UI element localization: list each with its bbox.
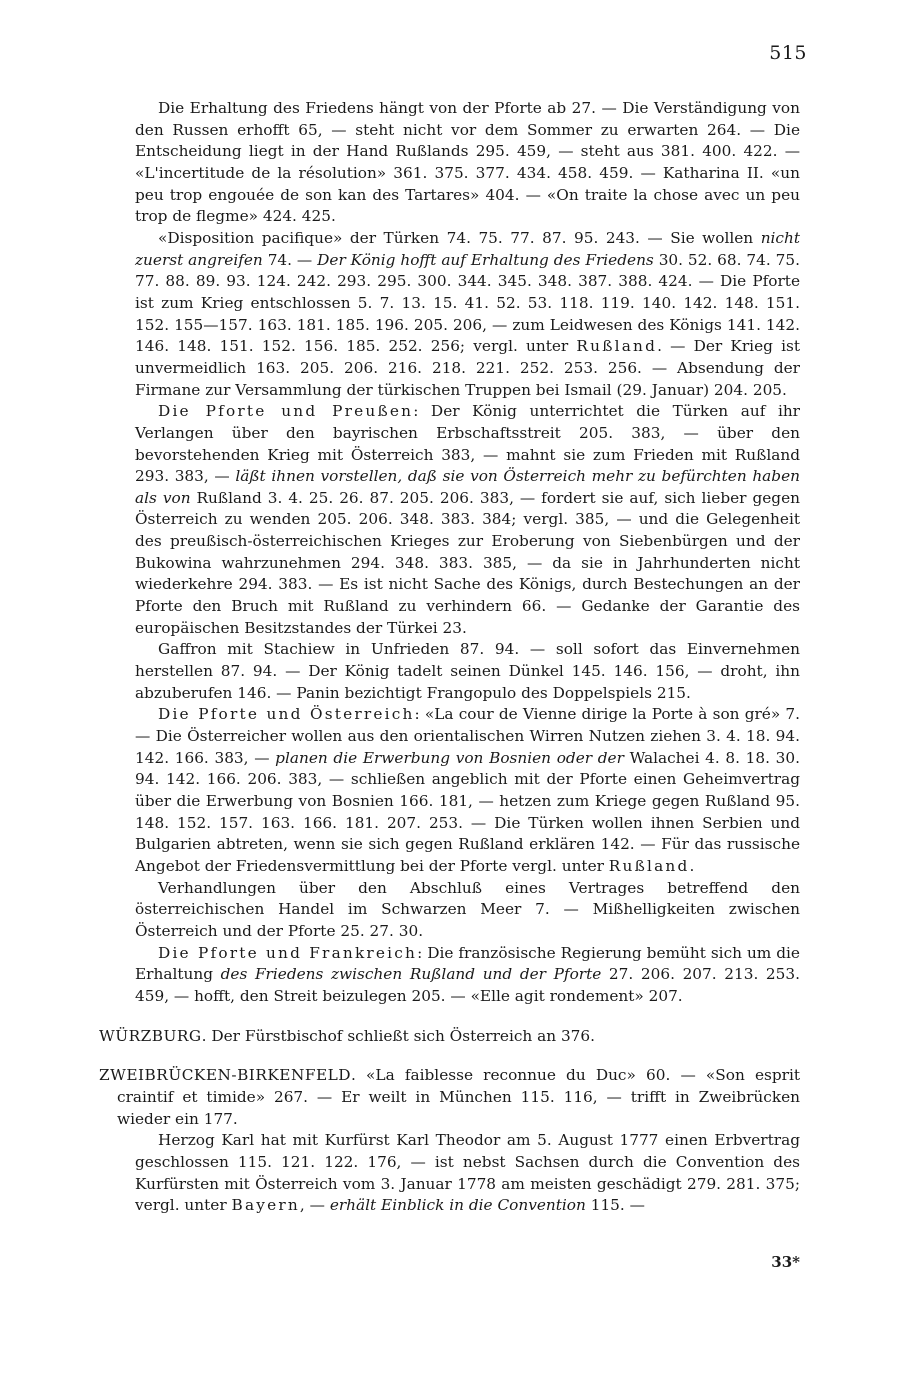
entry-wuerzburg — [99, 1026, 800, 1048]
text-segment: Herzog Karl hat mit Kurfürst Karl Theodor am 5. August 1777 einen Erbvertrag geschlossen 115. 121. 122. 176, — ist nebst Sachsen durch die Convention des Kurfürsten mit Österreich vom 3. Januar 1778 am meisten geschädigt 279. 281. 375; vergl. unter — [135, 1131, 800, 1215]
paragraph-5 — [135, 878, 800, 943]
text-segment: : Der König unterrichtet die Türken auf ihr Verlangen über den bayrischen Erbschaftsstreit 205. 383, — über den bevorstehenden Krieg mit Österreich 383, — mahnt sie zum Frieden mit Rußland 293. 383, — — [135, 402, 800, 486]
text-segment: Die Erhaltung des Friedens hängt von der Pforte ab 27. — Die Verständigung von den Russen erhofft 65, — steht nicht vor dem Sommer zu erwarten 264. — Die Entscheidung liegt in der Hand Rußlands 295. 459, — steht aus 381. 400. 422. — «L'incertitude de la résolution» 361. 375. 377. 434. 458. 459. — Katharina II. «un peu trop engouée de son kan des Tartares» 404. — «On traite la chose avec un peu trop de flegme» 424. 425. — [135, 99, 800, 226]
text-segment: planen die Erwerbung von Bosnien oder der — [275, 748, 624, 767]
text-segment: Walachei 4. 8. 18. 30. 94. 142. 166. 206. 383, — schließen angeblich mit der Pforte einen Geheimvertrag über die Erwerbung von Bosnien 166. 181, — hetzen zum Kriege gegen Rußland 95. 148. 152. 157. 163. 166. 181. 207. 253. — Die Türken wollen ihnen Serbien und Bulgarien abtreten, wenn sie sich gegen Rußland erklären 142. — Für das russische Angebot der Friedensvermittlung bei der Pforte vergl. unter — [135, 748, 800, 875]
text-segment: , — — [299, 1196, 330, 1215]
text-segment: Verhandlungen über den Abschluß eines Vertrages betreffend den österreichischen Handel im Schwarzen Meer 7. — Mißhelligkeiten zwischen Österreich und der Pforte 25. 27. 30. — [135, 878, 800, 940]
paragraph-1 — [135, 228, 800, 401]
text-segment: erhält Einblick in die Convention — [329, 1196, 586, 1215]
text-segment: Die Pforte und Preußen — [158, 402, 414, 421]
text-segment: 115. — — [585, 1196, 645, 1215]
text-segment: 30. 52. 68. 74. 75. 77. 88. 89. 93. 124. 242. 293. 295. 300. 344. 345. 348. 387. 388. 424. — Die Pforte ist zum Krieg entschlossen 5. 7. 13. 15. 41. 52. 53. 118. 119. 140. 142. 148. 151. 152. 155—157. 163. 181. 185. 196. 205. 206, — zum Leidwesen des Königs 141. 142. 146. 148. 151. 152. 156. 185. 252. 256; vergl. unter — [135, 250, 800, 356]
text-segment: Gaffron mit Stachiew in Unfrieden 87. 94. — soll sofort das Einvernehmen herstellen 87. 94. — Der König tadelt seinen Dünkel 145. 146. 156, — droht, ihn abzuberufen 146. — Panin bezichtigt Frangopulo des Doppelspiels 215. — [135, 640, 800, 702]
text-segment: . — [689, 856, 695, 875]
text-segment: nicht zuerst angreifen — [135, 228, 800, 269]
paragraph-6 — [135, 943, 800, 1008]
text-segment: Bayern — [231, 1196, 300, 1215]
paragraph-4 — [135, 704, 800, 877]
text-segment: läßt ihnen vorstellen, daß sie von Österreich mehr zu befürchten haben als von — [135, 467, 800, 507]
text-segment: Die Pforte und Österreich — [158, 705, 415, 724]
text-segment: WÜRZBURG — [99, 1026, 202, 1045]
text-segment: : Die französische Regierung bemüht sich um die Erhaltung — [135, 943, 800, 984]
paragraph-0 — [135, 98, 800, 228]
paragraph-9 — [135, 1130, 800, 1217]
signature-mark: 33* — [771, 1253, 800, 1271]
text-segment: . «La faiblesse reconnue du Duc» 60. — «Son esprit craintif et timide» 267. — Er weilt in München 115. 116, — trifft in Zweibrücken wieder ein 177. — [117, 1066, 800, 1128]
index-text — [99, 98, 800, 1217]
page-number: 515 — [769, 42, 807, 64]
text-segment: 74. — — [262, 250, 318, 269]
text-segment: ZWEIBRÜCKEN-BIRKENFELD — [99, 1066, 352, 1085]
text-segment: Rußland 3. 4. 25. 26. 87. 205. 206. 383, — fordert sie auf, sich lieber gegen Österreich zu wenden 205. 206. 348. 383. 384; vergl. 385, — und die Gelegenheit des preußisch-österreichischen Krieges zur Eroberung von Siebenbürgen und der Bukowina wahrzunehmen 294. 348. 383. 385, — da sie in Jahrhunderten nicht wiederkehre 294. 383. — Es ist nicht Sache des Königs, durch Bestechungen an der Pforte den Bruch mit Rußland zu verhindern 66. — Gedanke der Garantie des europäischen Besitzstandes der Türkei 23. — [135, 488, 800, 637]
paragraph-2 — [135, 401, 800, 639]
text-segment: 27. 206. 207. 213. 253. 459, — hofft, den Streit beizulegen 205. — «Elle agit rondement» 207. — [135, 965, 800, 1005]
text-segment: . Der Fürstbischof schließt sich Österreich an 376. — [201, 1026, 596, 1045]
entry-zweibruecken-birkenfeld — [99, 1065, 800, 1130]
text-segment: Rußland — [608, 856, 690, 875]
text-segment: Rußland — [576, 337, 658, 356]
text-segment: Die Pforte und Frankreich — [158, 943, 418, 962]
paragraph-3 — [135, 639, 800, 704]
text-segment: . — Der Krieg ist unvermeidlich 163. 205. 206. 216. 218. 221. 252. 253. 256. — Absendung der Firmane zur Versammlung der türkischen Truppen bei Ismail (29. Januar) 204. 205. — [135, 337, 800, 399]
text-segment: Der König hofft auf Erhaltung des Friedens — [317, 250, 654, 269]
text-segment: «Disposition pacifique» der Türken 74. 75. 77. 87. 95. 243. — Sie wollen — [158, 228, 761, 247]
text-segment: des Friedens zwischen Rußland und der Pforte — [220, 965, 602, 984]
text-segment: : «La cour de Vienne dirige la Porte à son gré» 7. — Die Österreicher wollen aus den orientalischen Wirren Nutzen ziehen 3. 4. 18. 94. 142. 166. 383, — — [135, 705, 800, 767]
